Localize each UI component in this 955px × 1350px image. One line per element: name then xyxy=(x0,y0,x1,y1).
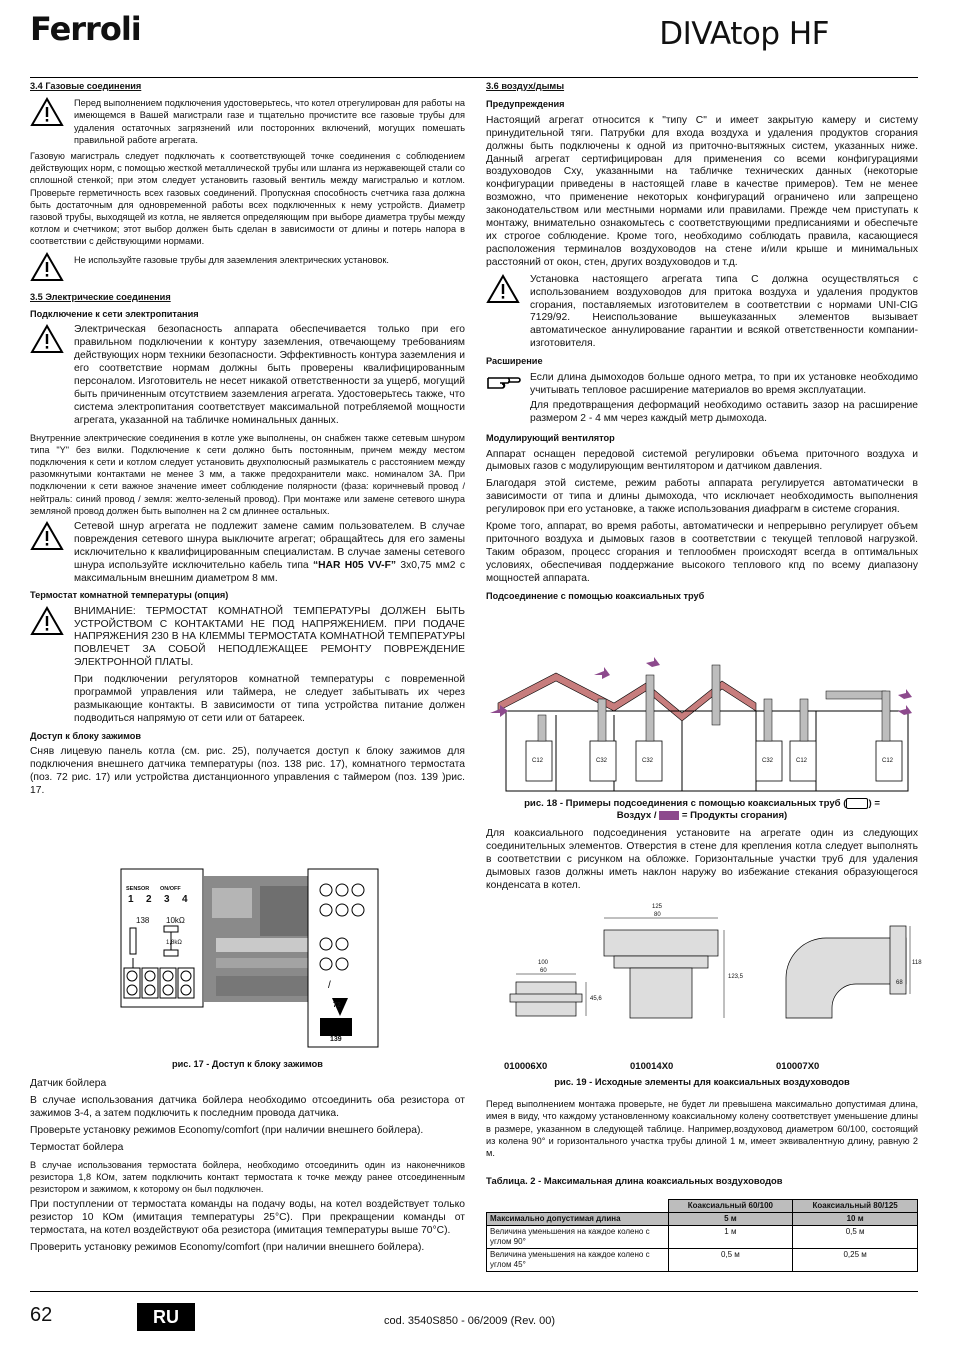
warning-icon xyxy=(30,521,66,586)
table-header: Коаксиальный 60/100 xyxy=(668,1200,793,1213)
dimension-label: 45,6 xyxy=(590,996,602,1002)
table-header: Коаксиальный 80/125 xyxy=(793,1200,918,1213)
subheading: Термостат комнатной температуры (опция) xyxy=(30,590,229,601)
left-column-lower xyxy=(30,1058,465,1259)
warning-block xyxy=(30,97,465,146)
paragraph: В случае использования термостата бойлера, необходимо отсоединить один из наконечников резистора 1,8 КОм, затем подключить контакт термостата к точке между ранее отсоединенным резистором и зажимом, к которому он был подключен. xyxy=(30,1159,465,1195)
left-column xyxy=(30,80,465,802)
table-row xyxy=(487,1249,918,1272)
warning-text: ВНИМАНИЕ: ТЕРМОСТАТ КОМНАТНОЙ ТЕМПЕРАТУРЫ ДОЛЖЕН БЫТЬ УСТРОЙСТВОМ С КОНТАКТАМИ НЕ ПОД НАПРЯЖЕНИЕМ. ПРИ ПОДАЧЕ НАПРЯЖЕНИЯ 230 В НА КЛЕММЫ ТЕРМОСТАТА КОМНАТНОЙ ТЕМПЕРАТУРЫ ПОВЛЕЧЕТ ЗА СОБОЙ НЕПОДЛЕЖАЩЕЕ РЕМОНТУ ПОВРЕЖДЕНИЕ ЭЛЕКТРОННОЙ ПЛАТЫ. xyxy=(74,605,465,669)
warning-text: Электрическая безопасность аппарата обеспечивается только при его правильном подключении к контуру заземления, отвечающему требованиям действующих норм техники безопасности. Эффективность контура заземления и его соответствие нормам должны быть проверены квалифицированным персоналом. Изготовитель не несет никакой ответственности за ущерб, могущий быть причиненным отсутствием заземления агрегата. Удостоверьтесь также, что система электропитания соответствует максимальной потребляемой мощности агрегата, указанной на табличке номинальных данных. xyxy=(74,324,465,426)
subheading: Предупреждения xyxy=(486,98,565,109)
paragraph: Настоящий агрегат относится к "типу С" и имеет закрытую камеру и систему принудительной тяги. Патрубки для входа воздуха и удаления продуктов сгорания должны быть подключены к одной из приточно-вытяжных систем, указанных ниже. Данный агрегат сертифицирован для применения со всеми конфигурациями воздуховодов Cxy, указанными на табличке технических данных (некоторые конфигурации приведены в настоящей главе в качестве примеров). Тем не менее возможно, что применение некоторых конфигураций ограничено или запрещено законодательством или местными нормами или правилами. Прежде чем приступать к монтажу, внимательно ознакомьтесь с соответствующими предписаниями и обеспечьте их строгое соблюдение. Кроме того, необходимо соблюдать правила, касающиеся расположения терминалов воздуховодов на стене и/или крыше и минимальных расстояний от окон, стен, других воздуховодов и т.д. xyxy=(486,114,918,268)
note-text: Если длина дымоходов больше одного метра, то при их установке необходимо учитывать тепловое расширение материалов во время эксплуатации. xyxy=(530,372,918,396)
page-number: 62 xyxy=(30,1304,53,1326)
footer-divider xyxy=(30,1291,918,1292)
table-cell: 10 м xyxy=(793,1213,918,1226)
warning-block xyxy=(30,521,465,586)
cable-type: “HAR H05 VV-F” xyxy=(312,559,397,571)
subheading: Расширение xyxy=(486,356,543,367)
figure-19-caption: рис. 19 - Исходные элементы для коаксиальных воздуховодов xyxy=(554,1076,850,1087)
flue-arrow-icon xyxy=(659,811,679,820)
header-divider xyxy=(30,77,918,78)
coaxial-elements-drawing xyxy=(486,898,918,1058)
warning-icon xyxy=(486,274,522,351)
warning-icon xyxy=(30,324,66,427)
subheading: Подсоединение с помощью коаксиальных труб xyxy=(486,590,705,601)
dimension-label: 118 xyxy=(912,960,922,966)
figure-19 xyxy=(486,898,922,1072)
terminal-number: 1 xyxy=(128,894,134,905)
resistor-10k: 10kΩ xyxy=(166,916,185,925)
table-cell: 0,25 м xyxy=(793,1249,918,1272)
subheading-plain: Датчик бойлера xyxy=(30,1078,107,1090)
part-code: 010007X0 xyxy=(776,1061,820,1072)
table-row xyxy=(487,1213,918,1226)
paragraph: Сняв лицевую панель котла (см. рис. 25), получается доступ к блоку зажимов для подключения внешнего датчика температуры (поз. 138 рис. 17), комнатного термостата (поз. 72 рис. 17) или устройства дистанционного управления с таймером (поз. 139 )рис. 17. xyxy=(30,746,465,796)
figure-18-caption xyxy=(486,798,918,822)
table-cell: 0,5 м xyxy=(793,1226,918,1249)
figure-17-caption: рис. 17 - Доступ к блоку зажимов xyxy=(172,1059,323,1069)
dimension-label: 123,5 xyxy=(728,974,744,980)
subheading: Подключение к сети электропитания xyxy=(30,309,199,320)
warning-block xyxy=(30,606,465,671)
section-3-4-title: 3.4 Газовые соединения xyxy=(30,81,142,91)
section-3-5-title: 3.5 Электрические соединения xyxy=(30,291,171,302)
warning-text-part: Сетевой шнур агрегата не подлежит замене самим пользователем. В случае повреждения сетевого шнура выключите агрегат; обращайтесь для его замены исключительно к квалифицированным специалистам. В случае замены сетевого шнура используйте исключительно кабель типа xyxy=(74,520,465,571)
warning-icon xyxy=(30,252,66,285)
paragraph: Для коаксиального подсоединения установите на агрегате один из следующих соединительных элементов. Отверстия в стене для крепления котла следует выполнять в соответствии с рисунком на обложке. Горизонтальные участки труб для удаления дымовых газов должны иметь наклон наружу во избежание стекания образующегося конденсата в котел. xyxy=(486,828,918,891)
pointing-hand-icon xyxy=(486,372,522,398)
terminal-number: 3 xyxy=(164,894,170,905)
config-label: C12 xyxy=(796,758,808,764)
language-badge: RU xyxy=(137,1303,195,1331)
table-title: Таблица. 2 - Максимальная длина коаксиальных воздуховодов xyxy=(486,1175,783,1187)
paragraph: При подключении регуляторов комнатной температуры с повременной программой управления или таймера, не следует забытывать их через размыкающие контакты. В зависимости от типа устройства питание должен подводиться напрямую от сети или от батареек. xyxy=(74,674,465,724)
right-column xyxy=(486,80,918,607)
paragraph: Перед выполнением монтажа проверьте, не будет ли превышена максимально допустимая длина, имея в виду, что каждому установленному коаксиальному колену соответствует уменьшение длины в размере, указанном в следующей таблице. Например,воздуховод диаметром 60/100, состоящий из колена 90° и горизонтального участка трубы длиной 1 м, имеет эквивалентную длину, равную 2 м. xyxy=(486,1099,918,1159)
brand-logo: Ferroli xyxy=(30,10,141,48)
warning-text-part: 3x0,75 мм2 с максимальным внешним диаметром 8 мм. xyxy=(74,559,465,584)
table-row xyxy=(487,1226,918,1249)
table-cell: 0,5 м xyxy=(668,1249,793,1272)
table-cell: 1 м xyxy=(668,1226,793,1249)
item-138: 138 xyxy=(136,916,150,925)
table-cell: 5 м xyxy=(668,1213,793,1226)
subheading-plain: Термостат бойлера xyxy=(30,1141,124,1153)
paragraph: Проверьте установку режимов Economy/comfort (при наличии внешнего бойлера). xyxy=(30,1124,424,1136)
right-column-lower xyxy=(486,1076,918,1191)
paragraph: Внутренние электрические соединения в котле уже выполнены, он снабжен также сетевым шнуром типа "Y" без вилки. Подключение к сети должно быть постоянным, причем между местом подключения к сети и котлом следует установить двухполюсный размыкатель с расстоянием между разомкнутыми контактами не менее 3 мм, а также предохранители макс. номиналом 3А. При подключении к сети важное значение имеет соблюдение полярности (фаза: коричневый провод / нейтраль: синий провод / земля: желто-зеленый провод). При монтаже или замене сетевого шнура земляной провод должен быть выполнен на 2 см длиннее остальных. xyxy=(30,432,465,516)
paragraph: Для предотвращения деформаций необходимо оставить зазор на расширение размером 2 - 4 мм через каждый метр дымохода. xyxy=(530,399,918,424)
warning-block xyxy=(30,324,465,427)
right-column-middle xyxy=(486,798,918,897)
config-label: C32 xyxy=(596,758,608,764)
item-139: 139 xyxy=(330,1036,342,1043)
config-label: C12 xyxy=(532,758,544,764)
dimension-label: 68 xyxy=(896,980,903,986)
terminal-number: 4 xyxy=(182,894,188,905)
terminal-number: 2 xyxy=(146,894,152,905)
table-cell: Величина уменьшения на каждое колено с углом 45° xyxy=(487,1249,669,1272)
page-title: DIVAtop HF xyxy=(659,16,829,52)
caption-part: = Продукты сгорания) xyxy=(681,810,788,822)
svg-text:/: / xyxy=(328,980,331,991)
warning-text: Перед выполнением подключения удостоверьтесь, что котел отрегулирован для работы на имеющемся в Вашей магистрали газе и тщательно прочистите все газовые трубы для удаления остаточных загрязнений или посторонних включений, могущих помешать правильной работе агрегата. xyxy=(74,98,466,145)
figure-17 xyxy=(120,868,382,1048)
note-block xyxy=(486,372,918,398)
paragraph: Аппарат оснащен передовой системой регулировки объема приточного воздуха и дымовых газов с модулирующим вентилятором и датчиком давления. xyxy=(486,448,918,473)
caption-part: Воздух / xyxy=(616,810,657,822)
part-code: 010014X0 xyxy=(630,1061,674,1072)
paragraph: Проверить установку режимов Economy/comfort (при наличии внешнего бойлера). xyxy=(30,1242,425,1254)
sensor-label: SENSOR xyxy=(126,886,150,892)
table-cell: Максимально допустимая длина xyxy=(487,1213,669,1226)
config-label: C32 xyxy=(762,758,774,764)
figure-18 xyxy=(486,655,918,795)
coaxial-examples-drawing xyxy=(486,655,918,795)
table-corner xyxy=(487,1200,669,1213)
document-code: cod. 3540S850 - 06/2009 (Rev. 00) xyxy=(384,1315,556,1327)
warning-block xyxy=(486,274,918,351)
config-label: C12 xyxy=(882,758,894,764)
paragraph: При поступлении от термостата команды на подачу воды, на котел воздействует только резистор 10 КОм (имитация температуры 25°С). При прекращении команды от термостата, на котел воздействуют оба резистора (имитация температуры выше 70°С). xyxy=(30,1199,465,1237)
paragraph: Кроме того, аппарат, во время работы, автоматически и непрерывно регулирует объем приточного воздуха и дымовых газов в соответствии с текущей тепловой нагрузкой. Таким образом, процесс сгорания и теплообмен происходят всегда в оптимальных условиях, обеспечивая поддержание высокого теплового кпд по всему диапазону мощностей аппарата. xyxy=(486,521,918,584)
terminal-block-drawing xyxy=(120,868,382,1048)
item-72: 72 xyxy=(333,1002,341,1009)
dimension-label: 125 xyxy=(652,904,663,910)
caption-part: рис. 18 - Примеры подсоединения с помощью коаксиальных труб ( xyxy=(524,798,847,810)
part-code: 010006X0 xyxy=(504,1061,548,1072)
warning-text xyxy=(74,521,465,586)
warning-icon xyxy=(30,606,66,671)
subheading: Модулирующий вентилятор xyxy=(486,432,615,443)
dimension-label: 80 xyxy=(654,912,661,918)
config-label: C32 xyxy=(642,758,654,764)
max-length-table xyxy=(486,1199,918,1272)
air-arrow-icon xyxy=(846,798,868,809)
warning-text: Не используйте газовые трубы для заземления электрических установок. xyxy=(74,254,389,265)
warning-text: Установка настоящего агрегата типа С должна осуществляться с использованием воздуховодов для притока воздуха и удаления продуктов сгорания, поставляемых изготовителем в соответствии с нормами UNI-CIG 7129/92. Неиспользование вышеуказанных элементов вызывает автоматическое аннулирование гарантии и всякой ответственности компании-изготовителя. xyxy=(530,273,918,350)
warning-icon xyxy=(30,97,66,146)
caption-part: ) = xyxy=(868,798,880,810)
paragraph: В случае использования датчика бойлера необходимо отсоединить оба резистора от зажимов 3-4, а затем подключить к последним провода датчика. xyxy=(30,1095,465,1120)
subheading: Доступ к блоку зажимов xyxy=(30,730,142,741)
dimension-label: 60 xyxy=(540,968,547,974)
onoff-label: ON/OFF xyxy=(160,886,181,892)
paragraph: Благодаря этой системе, режим работы аппарата регулируется автоматически в зависимости от типа и длины дымохода, что исключает необходимость выполнения регулировок при его установке, а также использования диафрагм в системе сгорания. xyxy=(486,478,918,516)
table-cell: Величина уменьшения на каждое колено с углом 90° xyxy=(487,1226,669,1249)
section-3-6-title: 3.6 воздух/дымы xyxy=(486,81,565,91)
dimension-label: 100 xyxy=(538,960,549,966)
warning-block xyxy=(30,252,465,285)
resistor-1-8k: 1,8kΩ xyxy=(166,940,182,946)
paragraph: Газовую магистраль следует подключать к соответствующей точке соединения с соблюдением действующих норм, с помощью жесткой металлической трубы или шланга из нержавеющей стали со сплошной стенкой; при этом следует установить газовый вентиль между магистралью и котлом. Проверьте герметичность всех газовых соединений. Пропускная способность счетчика газа должна быть достаточным для одновременной работы всех подключенных к нему устройств. Диаметр газовой трубы, выходящей из котла, не является определяющим при выборе диаметра трубы между котлом и счетчиком; этот выбор должен быть сделан в зависимости от длины и потерь напора в соответствии с действующими нормами. xyxy=(30,151,465,247)
